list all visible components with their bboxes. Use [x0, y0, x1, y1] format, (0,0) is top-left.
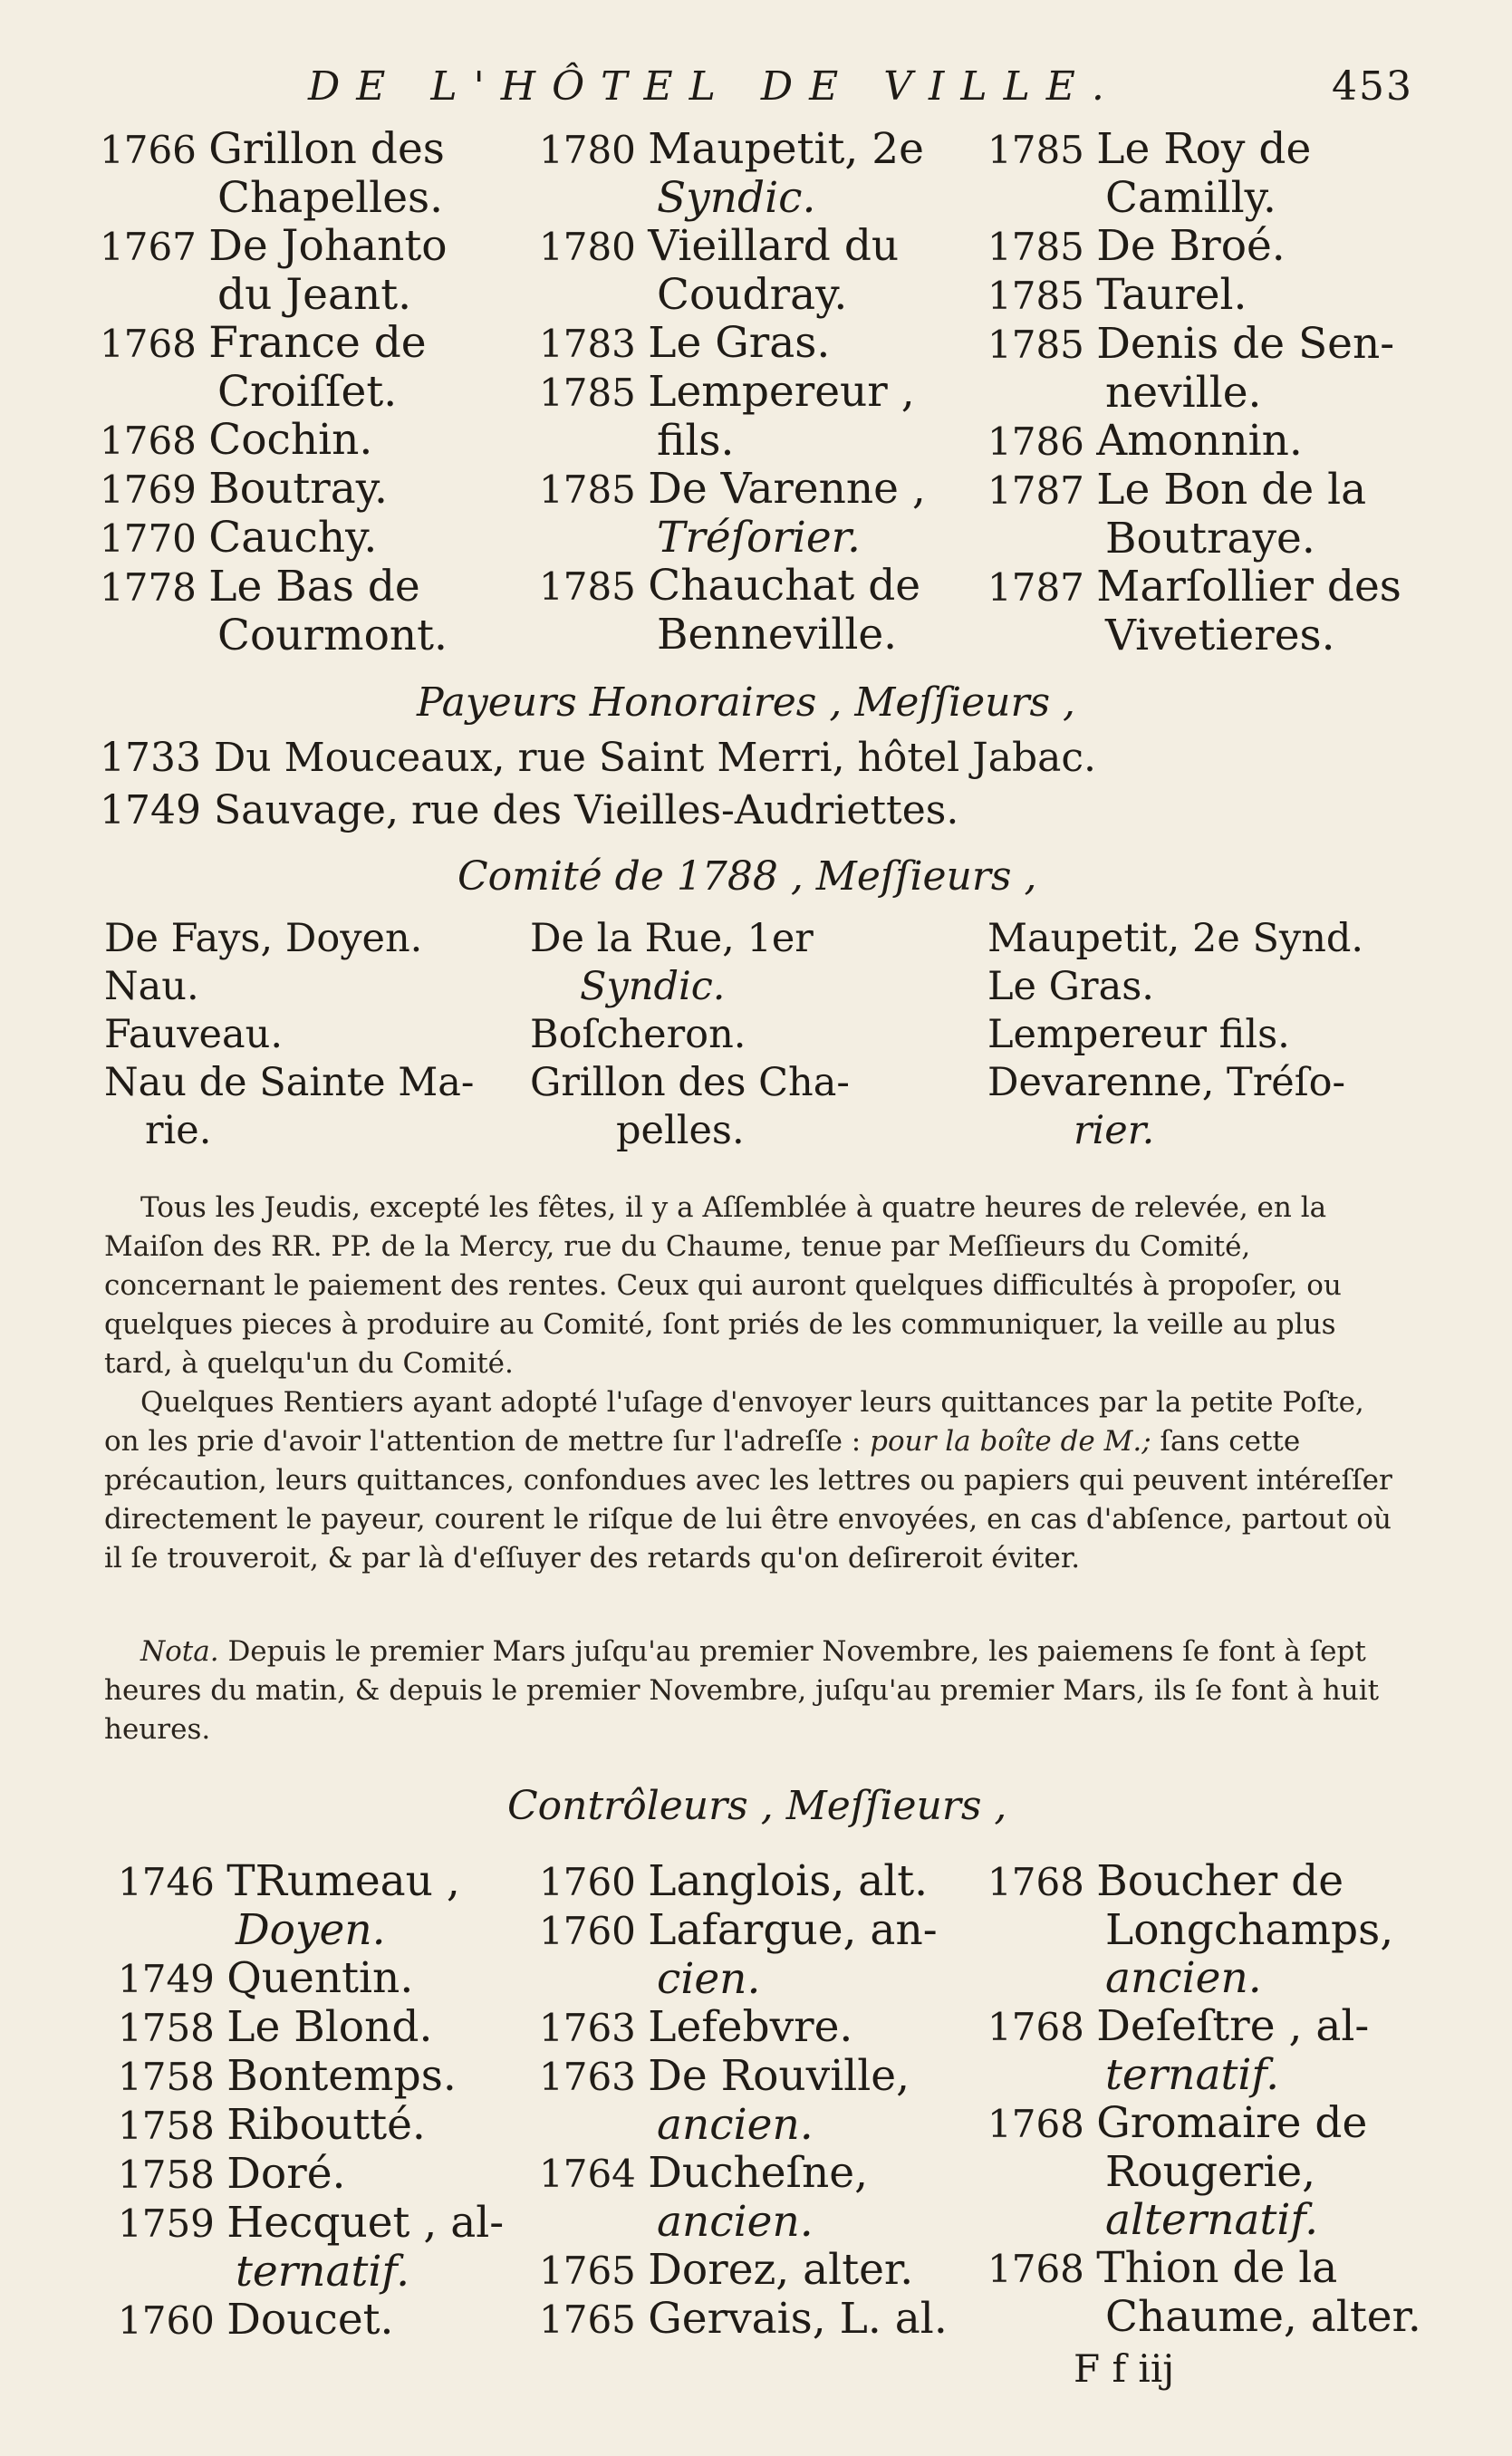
- entry-year: 1768: [987, 1860, 1097, 1904]
- register-entry: [100, 465, 571, 514]
- entry-continuation: ancien.: [657, 2197, 814, 2247]
- register-entry: [987, 466, 1512, 563]
- entry-year: 1787: [987, 565, 1097, 610]
- entry-continuation: Tréſorier.: [657, 513, 861, 563]
- register-entry: [539, 2052, 1046, 2149]
- entry-name: Le Blond.: [226, 2002, 433, 2052]
- entry-name: Thion de la: [1096, 2243, 1338, 2293]
- entry-year: 1765: [539, 2297, 649, 2342]
- register-entry: [539, 319, 1046, 368]
- entry-name: Le Gras.: [648, 318, 831, 368]
- register-entry: [539, 465, 1046, 562]
- controleurs-col2: [539, 1857, 1046, 2344]
- entry-name: De Varenne ,: [648, 464, 926, 514]
- entry-continuation: Chapelles.: [217, 173, 444, 223]
- syndics-col3: [987, 125, 1512, 660]
- controleurs-title: Contrôleurs , Meſſieurs ,: [507, 1783, 1007, 1829]
- comite-entry: Maupetit, 2e Synd.: [987, 916, 1364, 961]
- register-entry: [118, 2150, 589, 2199]
- register-entry: [987, 1857, 1512, 2002]
- entry-year: 1758: [118, 2104, 227, 2148]
- entry-year: 1767: [100, 225, 209, 269]
- entry-name: Doucet.: [226, 2295, 394, 2345]
- comite-entry: De la Rue, 1er: [530, 916, 814, 961]
- register-entry: [539, 1906, 1046, 2003]
- syndics-col2: [539, 125, 1046, 659]
- entry-name: Gervais, L. al.: [648, 2294, 948, 2344]
- entry-continuation: cien.: [657, 1954, 761, 2004]
- comite-entry: Fauveau.: [104, 1012, 283, 1057]
- register-entry: [100, 514, 571, 563]
- entry-continuation: alternatif.: [1105, 2195, 1319, 2245]
- nota-text: Depuis le premier Mars juſqu'au premier Novembre, les paiemens ſe font à ſept heures du matin, & depuis le premier Novembre, juſqu'au premier Mars, ils ſe font à huit heures.: [104, 1635, 1380, 1746]
- register-entry: [539, 222, 1046, 319]
- entry-continuation: Courmont.: [217, 611, 448, 660]
- entry-continuation: Chaume, alter.: [1105, 2292, 1421, 2342]
- notice-p2-start: Quelques Rentiers ayant adopté l'uſage d'envoyer leurs quittances par la petite Poſte, on les prie d'avoir l'attention de mettre ſur l'adreſſe :: [104, 1386, 1364, 1458]
- entry-name: Lempereur ,: [648, 367, 915, 417]
- entry-year: 1785: [539, 467, 649, 512]
- entry-name: Le Bon de la: [1096, 465, 1367, 515]
- entry-continuation: ancien.: [1105, 1953, 1262, 2003]
- entry-year: 1780: [539, 128, 649, 172]
- entry-continuation: Benneville.: [657, 610, 898, 660]
- register-entry: [987, 417, 1512, 466]
- syndics-col1: [100, 125, 571, 660]
- register-entry: [539, 2246, 1046, 2295]
- comite-entry: Nau.: [104, 964, 199, 1009]
- entry-year: 1746: [118, 1860, 227, 1904]
- comite-entry: Grillon des Cha-: [530, 1060, 850, 1105]
- register-entry: [987, 2002, 1512, 2099]
- entry-name: Riboutté.: [226, 2100, 426, 2150]
- entry-name: Amonnin.: [1096, 416, 1303, 466]
- entry-name: Boucher de: [1096, 1856, 1344, 1906]
- register-entry: [118, 2052, 589, 2101]
- entry-year: 1768: [987, 2005, 1097, 2049]
- entry-name: Doré.: [226, 2149, 346, 2199]
- entry-continuation: Longchamps,: [1105, 1905, 1394, 1955]
- entry-name: France de: [208, 318, 427, 368]
- payeurs-line-2: 1749 Sauvage, rue des Vieilles-Audriettes.: [100, 787, 959, 833]
- entry-year: 1770: [100, 516, 209, 561]
- entry-year: 1758: [118, 2055, 227, 2099]
- entry-year: 1764: [539, 2152, 649, 2196]
- entry-name: Hecquet , al-: [226, 2198, 505, 2248]
- comite-entry: rie.: [145, 1108, 212, 1153]
- entry-year: 1768: [100, 419, 209, 463]
- register-entry: [987, 2244, 1512, 2341]
- comite-entry: Nau de Sainte Ma-: [104, 1060, 475, 1105]
- entry-name: Cauchy.: [208, 513, 378, 563]
- entry-year: 1763: [539, 2006, 649, 2050]
- register-entry: [987, 125, 1512, 222]
- entry-year: 1778: [100, 565, 209, 610]
- register-entry: [539, 2003, 1046, 2052]
- entry-year: 1783: [539, 322, 649, 366]
- notice-nota: [104, 1633, 1400, 1749]
- entry-name: Chauchat de: [648, 561, 921, 611]
- notice-paragraph-2: [104, 1383, 1400, 1578]
- entry-continuation: Rougerie,: [1105, 2147, 1316, 2197]
- register-entry: [100, 563, 571, 660]
- register-entry: [539, 562, 1046, 659]
- controleurs-col3: [987, 1857, 1512, 2341]
- entry-name: Grillon des: [208, 124, 445, 174]
- page-number: 453: [1332, 63, 1413, 110]
- entry-name: Marſollier des: [1096, 562, 1401, 612]
- entry-name: Bontemps.: [226, 2051, 457, 2101]
- register-entry: [539, 1857, 1046, 1906]
- entry-continuation: Boutraye.: [1105, 514, 1315, 563]
- entry-year: 1785: [987, 274, 1097, 318]
- register-entry: [539, 2295, 1046, 2344]
- register-entry: [100, 125, 571, 222]
- entry-year: 1785: [539, 371, 649, 415]
- signature-mark: F f iij: [1074, 2346, 1175, 2391]
- entry-year: 1769: [100, 467, 209, 512]
- entry-continuation: Doyen.: [236, 1905, 386, 1955]
- entry-continuation: Syndic.: [657, 173, 816, 223]
- entry-year: 1780: [539, 225, 649, 269]
- register-entry: [118, 1857, 589, 1954]
- register-entry: [539, 368, 1046, 465]
- entry-year: 1785: [987, 323, 1097, 367]
- entry-continuation: Coudray.: [657, 270, 848, 320]
- register-entry: [987, 271, 1512, 320]
- register-entry: [118, 2003, 589, 2052]
- entry-year: 1758: [118, 2006, 227, 2050]
- register-entry: [987, 2099, 1512, 2244]
- entry-name: Maupetit, 2e: [648, 124, 924, 174]
- entry-name: Le Bas de: [208, 562, 420, 612]
- entry-year: 1786: [987, 419, 1097, 464]
- entry-year: 1763: [539, 2055, 649, 2099]
- register-entry: [100, 319, 571, 416]
- register-entry: [118, 2101, 589, 2150]
- entry-year: 1768: [100, 322, 209, 366]
- entry-name: Denis de Sen-: [1096, 319, 1395, 369]
- entry-year: 1766: [100, 128, 209, 172]
- entry-name: De Rouville,: [648, 2051, 910, 2101]
- notice-p2-italic: pour la boîte de M.;: [870, 1425, 1151, 1458]
- running-header: [308, 63, 1413, 110]
- entry-year: 1760: [539, 1860, 649, 1904]
- entry-year: 1765: [539, 2249, 649, 2293]
- entry-year: 1759: [118, 2201, 227, 2246]
- register-entry: [100, 416, 571, 465]
- entry-continuation: fils.: [657, 416, 735, 466]
- comite-title: Comité de 1788 , Meſſieurs ,: [457, 853, 1037, 900]
- entry-name: Cochin.: [208, 415, 373, 465]
- register-entry: [118, 2296, 589, 2345]
- entry-name: Gromaire de: [1096, 2098, 1368, 2148]
- nota-label: Nota.: [140, 1635, 219, 1668]
- register-entry: [987, 320, 1512, 417]
- entry-name: Taurel.: [1096, 270, 1247, 320]
- entry-year: 1785: [987, 225, 1097, 269]
- entry-continuation: Vivetieres.: [1105, 611, 1335, 660]
- entry-name: Deſeſtre , al-: [1096, 2001, 1370, 2051]
- entry-name: Lefebvre.: [648, 2002, 853, 2052]
- register-entry: [539, 125, 1046, 222]
- register-entry: [118, 1954, 589, 2003]
- comite-entry: pelles.: [616, 1108, 745, 1153]
- entry-year: 1760: [118, 2298, 227, 2343]
- entry-continuation: ternatif.: [236, 2247, 410, 2297]
- entry-name: De Johanto: [208, 221, 448, 271]
- register-entry: [100, 222, 571, 319]
- comite-col3: [987, 915, 1459, 1155]
- entry-name: Dorez, alter.: [648, 2245, 914, 2295]
- entry-year: 1768: [987, 2247, 1097, 2291]
- comite-entry: Syndic.: [580, 964, 726, 1009]
- entry-year: 1785: [539, 564, 649, 609]
- comite-col1: [104, 915, 530, 1155]
- comite-entry: De Fays, Doyen.: [104, 916, 423, 961]
- entry-year: 1785: [987, 128, 1097, 172]
- comite-entry: rier.: [1074, 1108, 1155, 1153]
- entry-continuation: ancien.: [657, 2100, 814, 2150]
- entry-year: 1758: [118, 2153, 227, 2197]
- entry-name: TRumeau ,: [226, 1856, 460, 1906]
- entry-continuation: ternatif.: [1105, 2050, 1280, 2100]
- register-entry: [987, 563, 1512, 660]
- entry-name: Langlois, alt.: [648, 1856, 929, 1906]
- entry-continuation: du Jeant.: [217, 270, 412, 320]
- entry-year: 1787: [987, 468, 1097, 513]
- comite-entry: Devarenne, Tréſo-: [987, 1060, 1346, 1105]
- payeurs-line-1: 1733 Du Mouceaux, rue Saint Merri, hôtel Jabac.: [100, 735, 1097, 781]
- entry-name: Lafargue, an-: [648, 1905, 938, 1955]
- register-entry: [118, 2199, 589, 2296]
- payeurs-title: Payeurs Honoraires , Meſſieurs ,: [417, 679, 1076, 726]
- notice-paragraph-1: Tous les Jeudis, excepté les fêtes, il y a Aſſemblée à quatre heures de relevée, en la Maiſon des RR. PP. de la Mercy, rue du Chaume, tenue par Meſſieurs du Comité, concernant le paiement des rentes. Ceux qui auront quelques difficultés à propoſer, ou quelques pieces à produire au Comité, ſont priés de les communiquer, la veille au plus tard, à quelqu'un du Comité.: [104, 1191, 1342, 1380]
- entry-continuation: Croiſſet.: [217, 367, 398, 417]
- entry-year: 1768: [987, 2102, 1097, 2146]
- comite-col2: [530, 915, 965, 1155]
- comite-entry: Boſcheron.: [530, 1012, 746, 1057]
- comite-entry: Le Gras.: [987, 964, 1154, 1009]
- header-title: DE L'HÔTEL DE VILLE.: [308, 63, 1121, 110]
- entry-name: Quentin.: [226, 1953, 414, 2003]
- notice-p2-end: ſans cette précaution, leurs quittances, confondues avec les lettres ou papiers qui peuvent intéreſſer directement le payeur, courent le riſque de lui être envoyées, en cas d'abſence, partout où il ſe trouveroit, & par là d'eſſuyer des retards qu'on deſireroit éviter.: [104, 1425, 1392, 1575]
- entry-name: Boutray.: [208, 464, 388, 514]
- register-entry: [987, 222, 1512, 271]
- entry-continuation: neville.: [1105, 368, 1262, 418]
- entry-year: 1760: [539, 1909, 649, 1953]
- entry-name: De Broé.: [1096, 221, 1286, 271]
- entry-continuation: Camilly.: [1105, 173, 1276, 223]
- controleurs-col1: [118, 1857, 589, 2345]
- entry-name: Ducheſne,: [648, 2148, 869, 2198]
- entry-year: 1749: [118, 1957, 227, 2001]
- register-entry: [539, 2149, 1046, 2246]
- comite-entry: Lempereur fils.: [987, 1012, 1290, 1057]
- entry-name: Le Roy de: [1096, 124, 1312, 174]
- entry-name: Vieillard du: [648, 221, 900, 271]
